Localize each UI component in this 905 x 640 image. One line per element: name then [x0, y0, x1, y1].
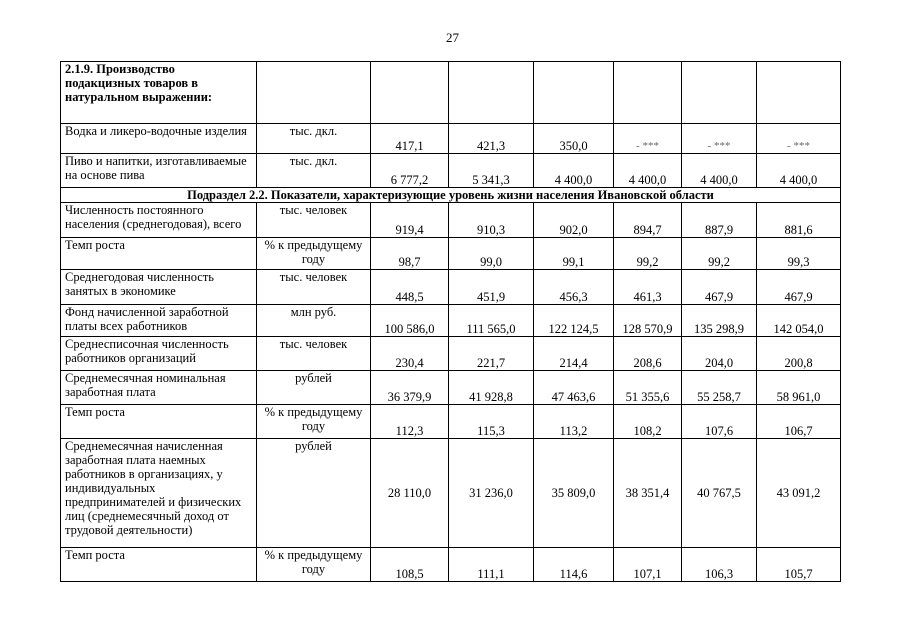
value-cell: 115,3: [449, 405, 534, 439]
value-cell: 902,0: [534, 203, 614, 238]
value-cell: 51 355,6: [614, 371, 682, 405]
value-cell: 456,3: [534, 270, 614, 305]
value-cell: 106,7: [757, 405, 841, 439]
row-unit: млн руб.: [257, 305, 371, 337]
value-cell: 106,3: [682, 548, 757, 582]
value-cell: 142 054,0: [757, 305, 841, 337]
row-label: Фонд начисленной заработной платы всех работников: [61, 305, 257, 337]
value-cell: 38 351,4: [614, 439, 682, 548]
value-cell: 4 400,0: [682, 154, 757, 188]
value-cell: 100 586,0: [371, 305, 449, 337]
row-label: Водка и ликеро-водочные изделия: [61, 124, 257, 154]
value-cell: 35 809,0: [534, 439, 614, 548]
value-cell: 113,2: [534, 405, 614, 439]
value-cell: 108,2: [614, 405, 682, 439]
section-title-row: [61, 188, 841, 203]
value-cell: 887,9: [682, 203, 757, 238]
value-cell: 99,1: [534, 238, 614, 270]
section-title: Подраздел 2.2. Показатели, характеризующие уровень жизни населения Ивановской области: [61, 188, 841, 203]
row-label: Среднемесячная номинальная заработная плата: [61, 371, 257, 405]
value-cell: 40 767,5: [682, 439, 757, 548]
value-cell: 417,1: [371, 124, 449, 154]
row-unit: тыс. дкл.: [257, 154, 371, 188]
value-cell: 448,5: [371, 270, 449, 305]
value-cell: 350,0: [534, 124, 614, 154]
value-cell: - ***: [757, 124, 841, 154]
value-cell: 99,3: [757, 238, 841, 270]
value-cell: - ***: [682, 124, 757, 154]
page-number: 27: [446, 30, 459, 45]
value-cell: 461,3: [614, 270, 682, 305]
row-unit: % к предыдущему году: [257, 238, 371, 270]
row-unit: % к предыдущему году: [257, 405, 371, 439]
value-cell: 36 379,9: [371, 371, 449, 405]
row-unit: тыс. человек: [257, 270, 371, 305]
value-cell: 4 400,0: [534, 154, 614, 188]
row-unit: рублей: [257, 439, 371, 548]
value-cell: 894,7: [614, 203, 682, 238]
value-cell: 105,7: [757, 548, 841, 582]
row-label: Среднегодовая численность занятых в экономике: [61, 270, 257, 305]
row-label: Среднемесячная начисленная заработная плата наемных работников в организациях, у индивидуальных предпринимателей и физических лиц (среднемесячный доход от трудовой деятельности): [61, 439, 257, 548]
value-cell: 919,4: [371, 203, 449, 238]
row-label: Темп роста: [61, 405, 257, 439]
value-cell: 111 565,0: [449, 305, 534, 337]
row-unit: тыс. дкл.: [257, 124, 371, 154]
table-row: [61, 337, 841, 371]
value-cell: 47 463,6: [534, 371, 614, 405]
value-cell: 881,6: [757, 203, 841, 238]
value-cell: 467,9: [757, 270, 841, 305]
value-cell: 214,4: [534, 337, 614, 371]
value-cell: 4 400,0: [757, 154, 841, 188]
value-cell: 6 777,2: [371, 154, 449, 188]
indicators-table: [60, 61, 841, 582]
value-cell: 99,0: [449, 238, 534, 270]
value-cell: 204,0: [682, 337, 757, 371]
value-cell: 5 341,3: [449, 154, 534, 188]
table-row: [61, 238, 841, 270]
table-row: [61, 124, 841, 154]
table-row: [61, 371, 841, 405]
value-cell: 108,5: [371, 548, 449, 582]
value-cell: 467,9: [682, 270, 757, 305]
value-cell: 4 400,0: [614, 154, 682, 188]
row-label: Темп роста: [61, 548, 257, 582]
value-cell: 128 570,9: [614, 305, 682, 337]
value-cell: 99,2: [682, 238, 757, 270]
value-cell: 451,9: [449, 270, 534, 305]
table-row: [61, 203, 841, 238]
value-cell: 114,6: [534, 548, 614, 582]
table-row: [61, 548, 841, 582]
value-cell: 31 236,0: [449, 439, 534, 548]
table-row: [61, 154, 841, 188]
value-cell: 112,3: [371, 405, 449, 439]
value-cell: 107,1: [614, 548, 682, 582]
sub-header-row: [61, 62, 841, 124]
value-cell: 910,3: [449, 203, 534, 238]
row-unit: % к предыдущему году: [257, 548, 371, 582]
value-cell: 208,6: [614, 337, 682, 371]
table-row: [61, 405, 841, 439]
value-cell: 98,7: [371, 238, 449, 270]
value-cell: 421,3: [449, 124, 534, 154]
row-label: Среднесписочная численность работников организаций: [61, 337, 257, 371]
value-cell: 200,8: [757, 337, 841, 371]
value-cell: 107,6: [682, 405, 757, 439]
value-cell: 28 110,0: [371, 439, 449, 548]
row-label: Темп роста: [61, 238, 257, 270]
row-unit: тыс. человек: [257, 203, 371, 238]
value-cell: 58 961,0: [757, 371, 841, 405]
value-cell: 221,7: [449, 337, 534, 371]
value-cell: 55 258,7: [682, 371, 757, 405]
row-label: Пиво и напитки, изготавливаемые на основе пива: [61, 154, 257, 188]
sub-header-label: 2.1.9. Производство подакцизных товаров в натуральном выражении:: [61, 62, 257, 124]
table-row: [61, 305, 841, 337]
value-cell: 43 091,2: [757, 439, 841, 548]
value-cell: 99,2: [614, 238, 682, 270]
value-cell: - ***: [614, 124, 682, 154]
value-cell: 230,4: [371, 337, 449, 371]
row-label: Численность постоянного населения (среднегодовая), всего: [61, 203, 257, 238]
value-cell: 135 298,9: [682, 305, 757, 337]
value-cell: 122 124,5: [534, 305, 614, 337]
table-row: [61, 270, 841, 305]
value-cell: 41 928,8: [449, 371, 534, 405]
table-row: [61, 439, 841, 548]
row-unit: рублей: [257, 371, 371, 405]
value-cell: 111,1: [449, 548, 534, 582]
row-unit: тыс. человек: [257, 337, 371, 371]
